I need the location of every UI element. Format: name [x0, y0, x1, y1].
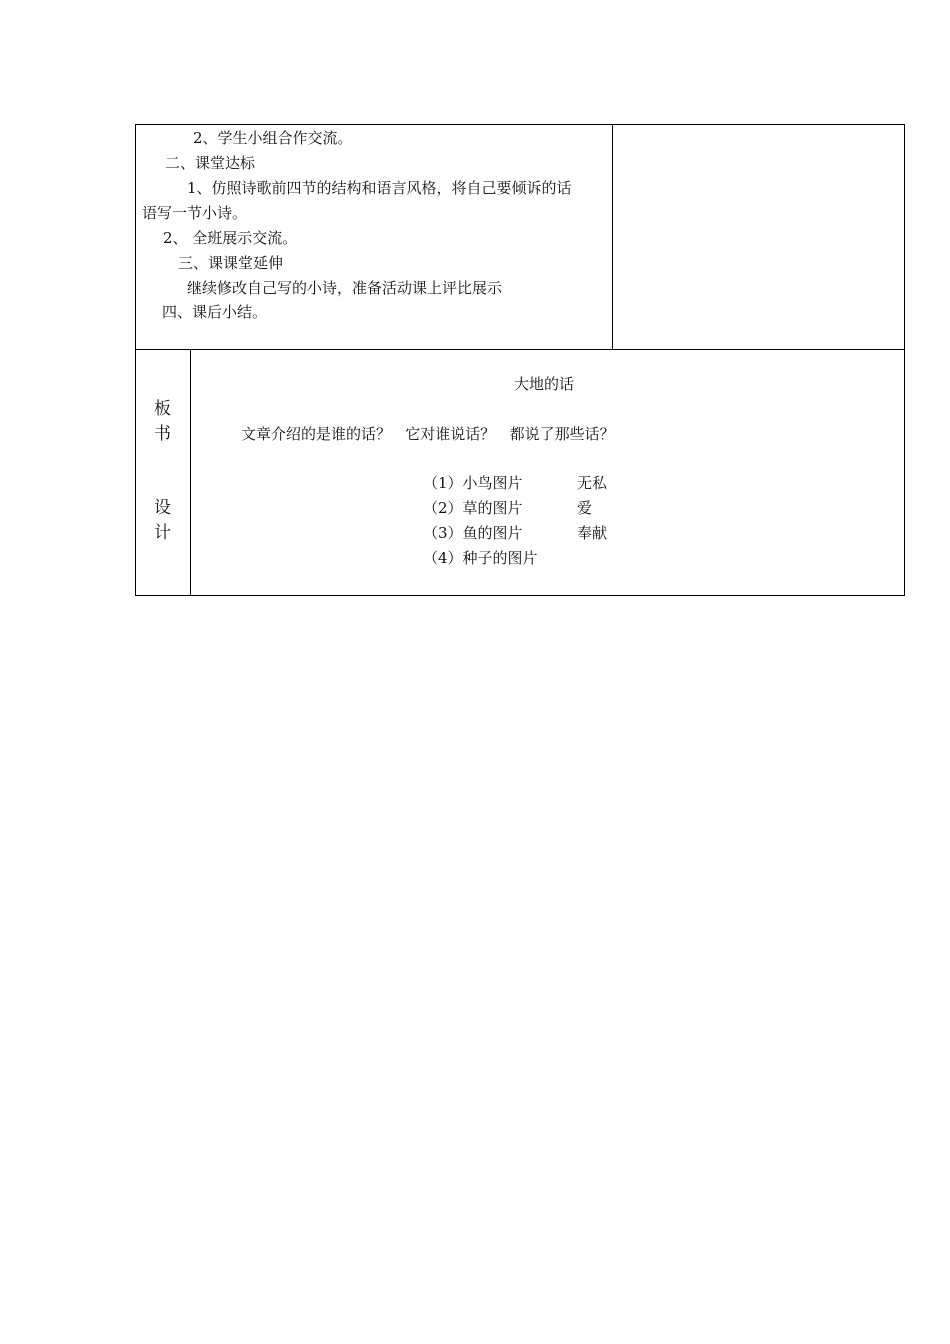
- row-divider: [135, 349, 905, 350]
- step-line: 语写一节小诗。: [142, 204, 248, 222]
- label-char: 设: [154, 498, 171, 518]
- label-char: 书: [154, 424, 171, 444]
- table-border-left: [135, 124, 136, 596]
- table-border-right: [904, 124, 905, 596]
- table-border-bottom: [135, 595, 905, 596]
- step-line: 2、 全班展示交流。: [163, 229, 298, 247]
- label-char: 板: [154, 399, 171, 419]
- board-item-right: 爱: [577, 499, 593, 517]
- label-column-divider: [190, 349, 191, 596]
- board-item-right: 无私: [577, 474, 608, 492]
- step-line: 四、课后小结。: [162, 303, 268, 321]
- step-line: 二、课堂达标: [165, 154, 256, 172]
- step-line: 2、学生小组合作交流。: [193, 129, 353, 147]
- board-item-left: （4）种子的图片: [423, 549, 538, 567]
- step-line: 继续修改自己写的小诗，准备活动课上评比展示: [187, 279, 503, 297]
- board-item-left: （2）草的图片: [423, 499, 523, 517]
- label-char: 计: [154, 523, 171, 543]
- step-line: 1、仿照诗歌前四节的结构和语言风格，将自己要倾诉的话: [187, 179, 572, 197]
- board-item-left: （1）小鸟图片: [423, 474, 523, 492]
- notes-cell: [613, 125, 904, 349]
- board-item-left: （3）鱼的图片: [423, 524, 523, 542]
- board-title: 大地的话: [514, 375, 575, 393]
- board-questions: 文章介绍的是谁的话？ 它对谁说话？ 都说了那些话？: [241, 425, 615, 443]
- board-item-right: 奉献: [577, 524, 608, 542]
- step-line: 三、课课堂延伸: [178, 254, 284, 272]
